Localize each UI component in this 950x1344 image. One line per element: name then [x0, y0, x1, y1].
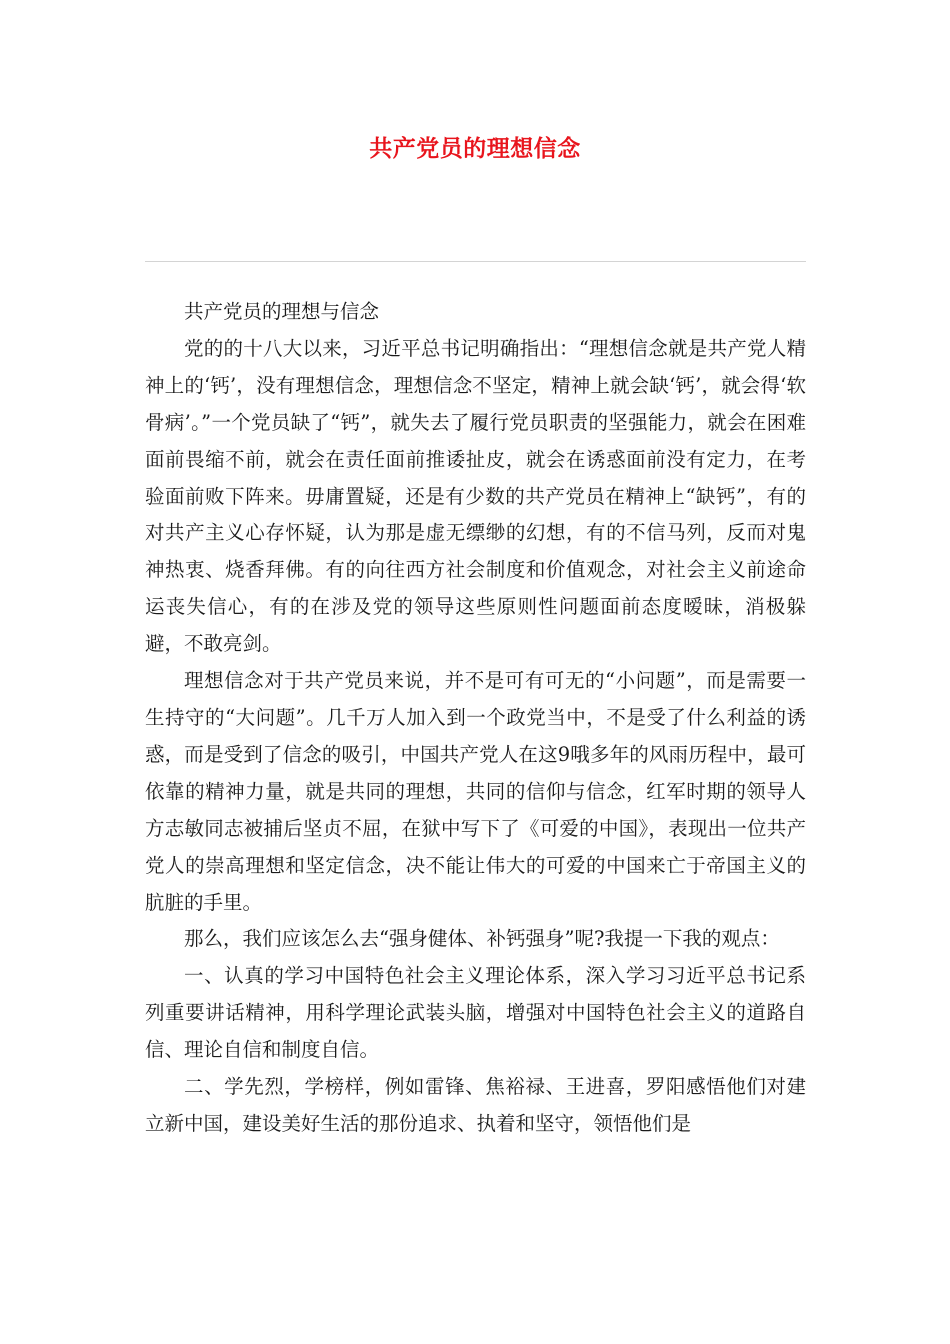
document-body: [145, 294, 806, 1143]
body-paragraph: 党的的十八大以来，习近平总书记明确指出：“理想信念就是共产党人精神上的‘钙’，没有理想信念，理想信念不坚定，精神上就会缺‘钙’，就会得‘软骨病’。”一个党员缺了“钙”，就失去了履行党员职责的坚强能力，就会在困难面前畏缩不前，就会在责任面前推诿扯皮，就会在诱惑面前没有定力，在考验面前败下阵来。毋庸置疑，还是有少数的共产党员在精神上“缺钙”，有的对共产主义心存怀疑，认为那是虚无缥缈的幻想，有的不信马列，反而对鬼神热衷、烧香拜佛。有的向往西方社会制度和价值观念，对社会主义前途命运丧失信心，有的在涉及党的领导这些原则性问题面前态度暧昧，消极躲避，不敢亮剑。: [145, 336, 806, 656]
document-title: 共产党员的理想信念: [369, 136, 581, 162]
body-paragraph: 二、学先烈，学榜样，例如雷锋、焦裕禄、王进喜，罗阳感悟他们对建立新中国，建设美好生活的那份追求、执着和坚守，领悟他们是: [145, 1075, 806, 1135]
subheading-paragraph: 共产党员的理想与信念: [184, 300, 380, 323]
body-paragraph: 理想信念对于共产党员来说，并不是可有可无的“小问题”，而是需要一生持守的“大问题”。几千万人加入到一个政党当中，不是受了什么利益的诱惑，而是受到了信念的吸引，中国共产党人在这9哦多年的风雨历程中，最可依靠的精神力量，就是共同的理想，共同的信仰与信念，红军时期的领导人方志敏同志被捕后坚贞不屈，在狱中写下了《可爱的中国》，表现出一位共产党人的崇高理想和坚定信念，决不能让伟大的可爱的中国来亡于帝国主义的肮脏的手里。: [145, 669, 806, 914]
body-paragraph: 一、认真的学习中国特色社会主义理论体系，深入学习习近平总书记系列重要讲话精神，用科学理论武装头脑，增强对中国特色社会主义的道路自信、理论自信和制度自信。: [145, 964, 806, 1062]
title-divider: [145, 261, 806, 262]
body-paragraph: 那么，我们应该怎么去“强身健体、补钙强身”呢?我提一下我的观点：: [184, 927, 780, 951]
